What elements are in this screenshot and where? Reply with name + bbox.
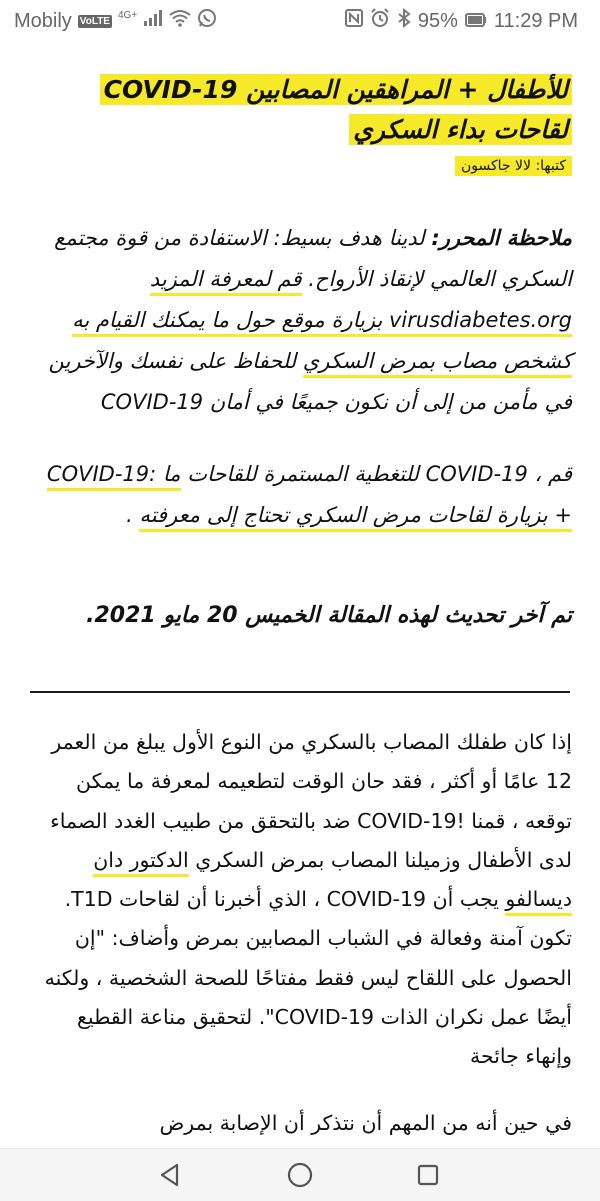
- status-bar: [0, 0, 600, 40]
- system-nav-bar: [0, 1148, 600, 1201]
- recents-button[interactable]: [410, 1157, 446, 1193]
- status-left: [14, 8, 217, 34]
- body-paragraph-2: في حين أنه من المهم أن نتذكر أن الإصابة بمرض: [159, 1111, 572, 1135]
- last-updated-note: تم آخر تحديث لهذه المقالة الخميس 20 مايو 2021.: [86, 603, 572, 628]
- alarm-icon: [370, 8, 390, 34]
- covid-coverage-paragraph: [24, 454, 572, 536]
- whatsapp-icon: [197, 8, 217, 34]
- article-title-text: للأطفال + المراهقين المصابين COVID-19 لقاحات بداء السكري: [100, 74, 572, 145]
- section-divider: [30, 691, 570, 693]
- bluetooth-icon: [397, 8, 411, 34]
- recents-icon: [415, 1162, 441, 1188]
- virusdiabetes-link[interactable]: قم لمعرفة المزيد virusdiabetes.org بزيارة موقع حول ما يمكنك القيام به كشخص مصاب بمرض السكري: [72, 267, 572, 378]
- signal-icon: [143, 9, 163, 33]
- back-button[interactable]: [152, 1157, 188, 1193]
- covid-coverage-text: قم ، COVID-19 للتغطية المستمرة للقاحات: [180, 462, 572, 486]
- covid-coverage-text-2: .: [126, 503, 140, 527]
- clock-time: 11:29 PM: [493, 9, 578, 32]
- nfc-icon: [345, 9, 363, 33]
- carrier-name: Mobily: [14, 9, 72, 32]
- editor-note-label: ملاحظة المحرر:: [431, 226, 572, 250]
- body-text-1b: يجب أن COVID-19 ، الذي أخبرنا أن لقاحات T1D. تكون آمنة وفعالة في الشباب المصابين بمرض وأضاف: "إن الحصول على اللقاح ليس فقط مفتاحًا للصحة الشخصية ، ولكنه أيضًا عمل نكران الذات COVID-19". لتحقيق مناعة القطيع وإنهاء جائحة: [44, 887, 572, 1069]
- author-name: كتبها: لالا جاكسون: [455, 156, 572, 176]
- covid-vaccines-link[interactable]: ما :COVID-19 + بزيارة لقاحات مرض السكري تحتاج إلى معرفته: [47, 462, 572, 532]
- article-content[interactable]: [0, 40, 600, 1148]
- home-icon: [286, 1161, 314, 1189]
- article-title: [24, 70, 572, 150]
- wifi-icon: [169, 9, 191, 33]
- body-paragraph-1: [24, 723, 572, 1077]
- status-right: [345, 8, 578, 34]
- editor-note-text: لدينا هدف بسيط: الاستفادة من قوة مجتمع السكري العالمي لإنقاذ الأرواح.: [54, 226, 572, 291]
- editor-note-text-2: للحفاظ على نفسك والآخرين في مأمن من إلى أن نكون جميعًا في أمان COVID-19: [48, 349, 572, 414]
- article-author: [24, 155, 572, 177]
- body-text-1a: إذا كان طفلك المصاب بالسكري من النوع الأول يبلغ من العمر 12 عامًا أو أكثر ، فقد حان الوقت لتطعيمه لمعرفة ما يمكن توقعه ، قمنا !COVID-19 ضد بالتحقق من طبيب الغدد الصماء لدى الأطفال وزميلنا المصاب بمرض السكري: [50, 730, 572, 872]
- battery-level: 95%: [417, 9, 458, 32]
- dr-desalvo-link[interactable]: الدكتور دان ديسالفو: [93, 848, 572, 916]
- editor-note: [24, 218, 572, 423]
- volte-badge: VoLTE: [79, 15, 110, 27]
- back-icon: [157, 1162, 183, 1188]
- home-button[interactable]: [282, 1157, 318, 1193]
- network-type: 4G+: [117, 9, 138, 21]
- battery-icon: [465, 10, 487, 33]
